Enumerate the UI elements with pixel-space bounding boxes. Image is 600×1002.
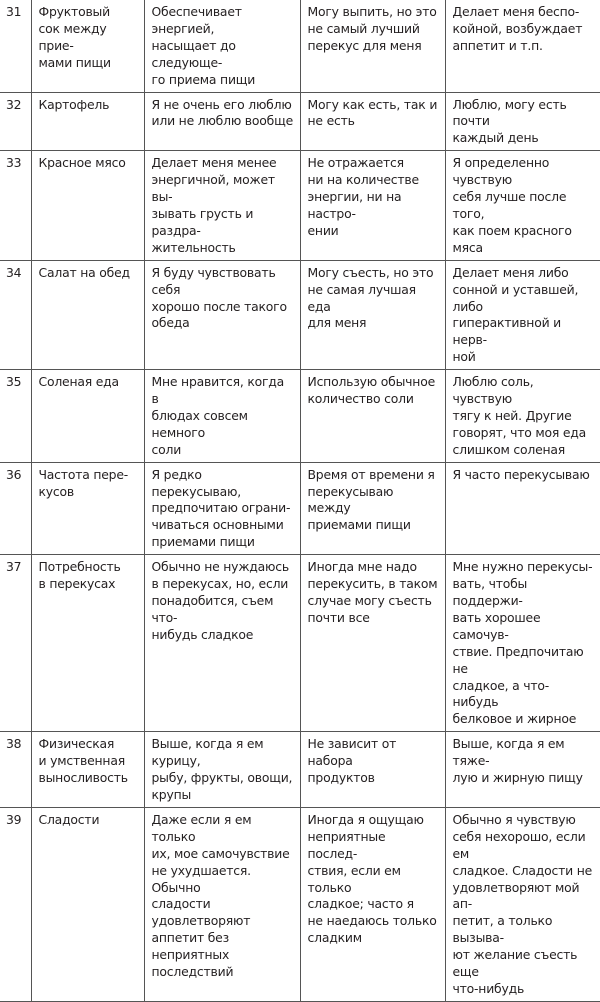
table-row (0, 807, 600, 1001)
option-b: Использую обычное количество соли (300, 370, 445, 463)
option-c: Я часто перекусываю (445, 462, 600, 555)
item-name: Красное мясо (31, 151, 144, 260)
item-name: Сладости (31, 807, 144, 1001)
option-c: Я определенно чувствую себя лучше после того, как поем красного мяса (445, 151, 600, 260)
option-a: Я редко перекусываю, предпочитаю ограни- чиваться основными приемами пищи (144, 462, 300, 555)
table-row (0, 555, 600, 732)
item-name: Картофель (31, 92, 144, 151)
item-name: Соленая еда (31, 370, 144, 463)
item-name: Частота пере- кусов (31, 462, 144, 555)
row-number: 39 (0, 807, 31, 1001)
option-c: Мне нужно перекусы- вать, чтобы поддержи- вать хорошее самочув- ствие. Предпочитаю не сладкое, а что-нибудь белковое и жирное (445, 555, 600, 732)
row-number: 33 (0, 151, 31, 260)
table-row (0, 370, 600, 463)
row-number: 32 (0, 92, 31, 151)
row-number: 35 (0, 370, 31, 463)
option-a: Делает меня менее энергичной, может вы- зывать грусть и раздра- жительность (144, 151, 300, 260)
item-name: Физическая и умственная выносливость (31, 732, 144, 808)
option-b: Время от времени я перекусываю между приемами пищи (300, 462, 445, 555)
table-row (0, 0, 600, 92)
option-b: Могу как есть, так и не есть (300, 92, 445, 151)
option-a: Мне нравится, когда в блюдах совсем немного соли (144, 370, 300, 463)
row-number: 36 (0, 462, 31, 555)
option-a: Выше, когда я ем курицу, рыбу, фрукты, овощи, крупы (144, 732, 300, 808)
option-b: Не зависит от набора продуктов (300, 732, 445, 808)
option-a: Я не очень его люблю или не люблю вообще (144, 92, 300, 151)
option-a: Даже если я ем только их, мое самочувствие не ухудшается. Обычно сладости удовлетворяют аппетит без неприятных последствий (144, 807, 300, 1001)
option-a: Обеспечивает энергией, насыщает до следующе- го приема пищи (144, 0, 300, 92)
option-b: Могу съесть, но это не самая лучшая еда для меня (300, 260, 445, 369)
option-c: Делает меня беспо- койной, возбуждает аппетит и т.п. (445, 0, 600, 92)
table-row (0, 260, 600, 369)
option-c: Люблю соль, чувствую тягу к ней. Другие говорят, что моя еда слишком соленая (445, 370, 600, 463)
option-b: Иногда мне надо перекусить, в таком случае могу съесть почти все (300, 555, 445, 732)
row-number: 31 (0, 0, 31, 92)
option-c: Выше, когда я ем тяже- лую и жирную пищу (445, 732, 600, 808)
item-name: Фруктовый сок между прие- мами пищи (31, 0, 144, 92)
option-a: Обычно не нуждаюсь в перекусах, но, если понадобится, съем что- нибудь сладкое (144, 555, 300, 732)
item-name: Потребность в перекусах (31, 555, 144, 732)
row-number: 34 (0, 260, 31, 369)
option-c: Делает меня либо сонной и уставшей, либо гиперактивной и нерв- ной (445, 260, 600, 369)
row-number: 38 (0, 732, 31, 808)
table-row (0, 732, 600, 808)
option-c: Обычно я чувствую себя нехорошо, если ем сладкое. Сладости не удовлетворяют мой ап- петит, а только вызыва- ют желание съесть еще что-нибудь (445, 807, 600, 1001)
option-c: Люблю, могу есть почти каждый день (445, 92, 600, 151)
option-b: Не отражается ни на количестве энергии, ни на настро- ении (300, 151, 445, 260)
table-row (0, 151, 600, 260)
row-number: 37 (0, 555, 31, 732)
option-b: Иногда я ощущаю неприятные послед- ствия, если ем только сладкое; часто я не наедаюсь только сладким (300, 807, 445, 1001)
table-row (0, 92, 600, 151)
option-b: Могу выпить, но это не самый лучший перекус для меня (300, 0, 445, 92)
table-row (0, 462, 600, 555)
item-name: Салат на обед (31, 260, 144, 369)
option-a: Я буду чувствовать себя хорошо после такого обеда (144, 260, 300, 369)
